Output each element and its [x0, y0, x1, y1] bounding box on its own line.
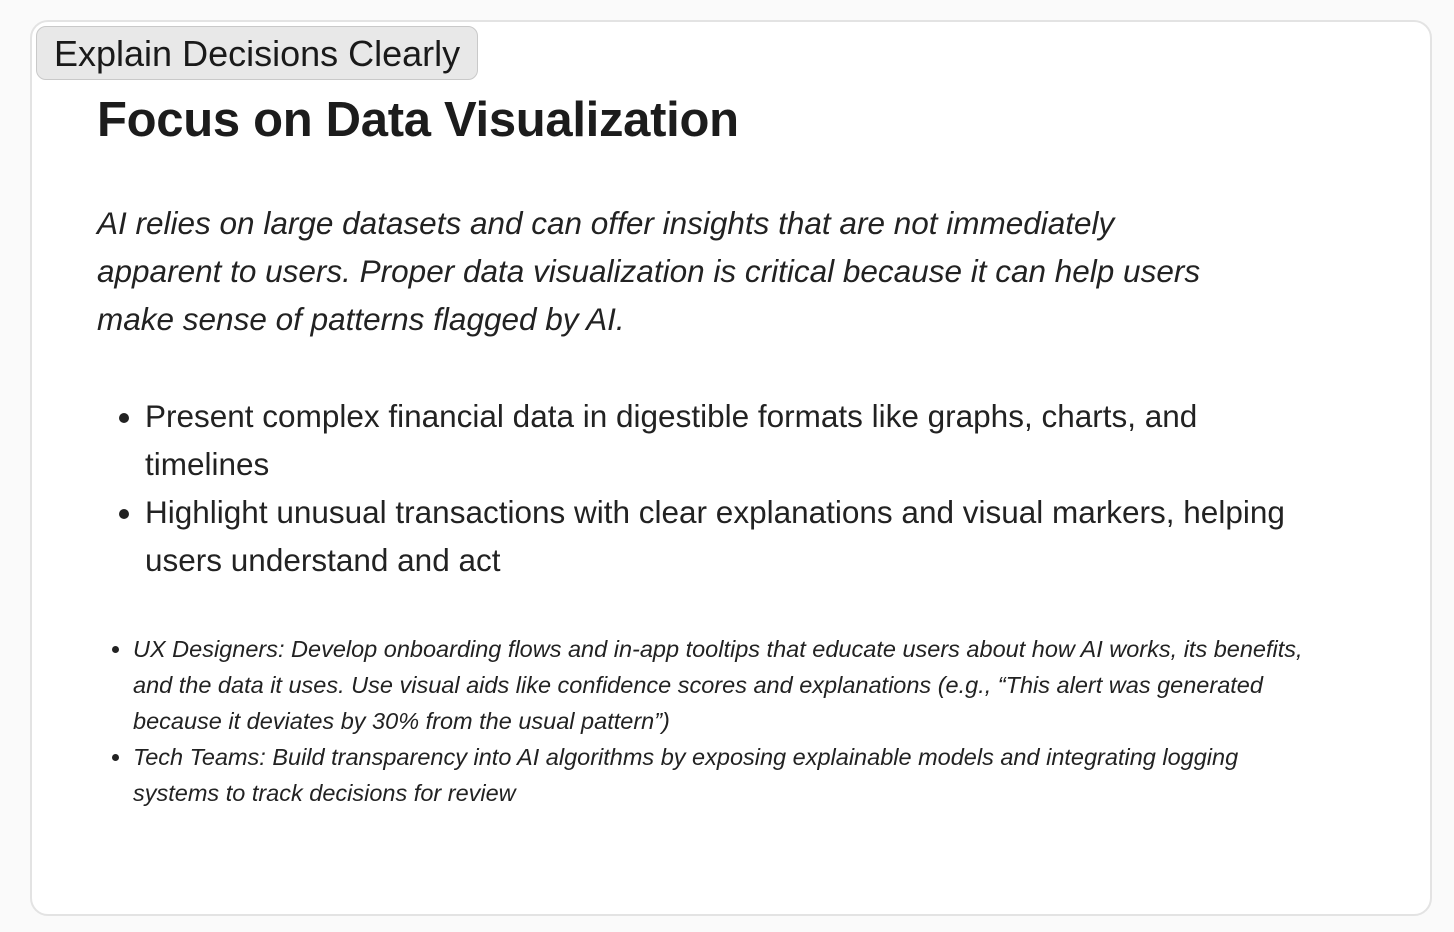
page-title: Focus on Data Visualization: [97, 93, 739, 147]
list-item: • Present complex financial data in digestible formats like graphs, charts, and timelines: [145, 392, 1295, 488]
main-points-list: [97, 392, 1295, 584]
intro-paragraph: AI relies on large datasets and can offer insights that are not immediately apparent to users. Proper data visualization is critical because it can help users make sense of patterns flagged by AI.: [97, 205, 1201, 337]
list-item: • UX Designers: Develop onboarding flows and in-app tooltips that educate users about how AI works, its benefits, and the data it uses. Use visual aids like confidence scores and explanations (e.g., “This alert was generated because it deviates by 30% from the usual pattern”): [133, 631, 1318, 739]
list-item: • Tech Teams: Build transparency into AI algorithms by exposing explainable models and integrating logging systems to track decisions for review: [133, 739, 1318, 811]
role-points-list: [97, 631, 1318, 811]
list-item: • Highlight unusual transactions with clear explanations and visual markers, helping users understand and act: [145, 488, 1295, 584]
section-tag: Explain Decisions Clearly: [36, 26, 478, 80]
